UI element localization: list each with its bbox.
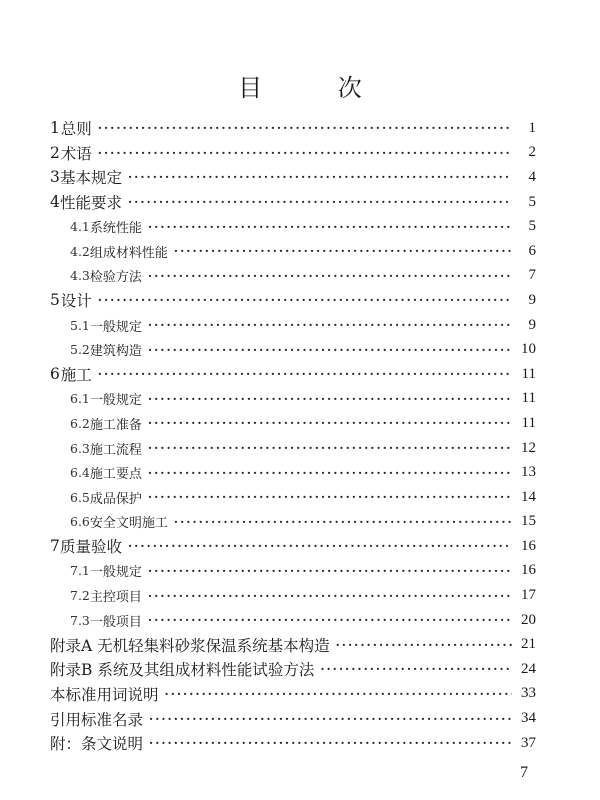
toc-entry-number: 7.1: [70, 563, 90, 579]
dot-leader: [149, 713, 512, 725]
dot-leader: [98, 294, 512, 306]
toc-entry-page: 2: [528, 144, 536, 161]
toc-entry-page: 14: [521, 488, 536, 505]
toc-entry-page: 20: [521, 611, 536, 628]
toc-entry[interactable]: [50, 264, 536, 289]
toc-entry-label: 系统性能: [89, 221, 142, 237]
toc-entry-page: 33: [521, 685, 536, 702]
toc-entry[interactable]: [50, 288, 536, 313]
toc-title: 目 次: [238, 74, 396, 103]
toc-entry-label: 检验方法: [89, 270, 142, 286]
toc-entry-number: 4.1: [70, 219, 90, 235]
dot-leader: [174, 516, 512, 528]
toc-entry[interactable]: [50, 239, 536, 264]
toc-entry-label: 施工流程: [89, 442, 142, 458]
toc-entry-page: 17: [521, 587, 536, 604]
toc-entry-number: 6.6: [70, 514, 90, 530]
toc-entry[interactable]: [50, 559, 536, 584]
page-number: 7: [520, 764, 528, 781]
toc-entry-number: 6.2: [70, 415, 90, 431]
toc-entry-number: 4.3: [70, 268, 90, 284]
dot-leader: [148, 319, 512, 331]
toc-entry[interactable]: [50, 632, 536, 657]
toc-entry-label: 建筑构造: [89, 344, 142, 360]
toc-entry[interactable]: [50, 510, 536, 535]
toc-entry-page: 4: [528, 168, 536, 185]
toc-entry[interactable]: [50, 141, 536, 166]
toc-entry-label: 附录A 无机轻集料砂浆保温系统基本构造: [50, 636, 330, 655]
toc-entry[interactable]: [50, 460, 536, 485]
toc-entry-number: 6.3: [70, 440, 90, 456]
dot-leader: [148, 393, 512, 405]
toc-entry-page: 15: [521, 513, 536, 530]
toc-entry-page: 11: [521, 365, 536, 382]
toc-entry[interactable]: [50, 657, 536, 682]
dot-leader: [148, 467, 512, 479]
toc-entry-number: 6.5: [70, 489, 90, 505]
toc-entry-number: 3: [50, 168, 60, 187]
toc-entry-number: 7: [50, 537, 60, 556]
dot-leader: [148, 270, 512, 282]
toc-entry-number: 1: [50, 119, 60, 138]
toc-entry-page: 9: [528, 291, 536, 308]
toc-entry-label: 本标准用词说明: [50, 685, 159, 704]
toc-entry[interactable]: [50, 682, 536, 707]
toc-entry-page: 13: [521, 464, 536, 481]
toc-entry[interactable]: [50, 485, 536, 510]
toc-entry-label: 附录B 系统及其组成材料性能试验方法: [50, 661, 315, 680]
toc-entry-label: 一般规定: [89, 565, 142, 581]
toc-entry-number: 7.2: [70, 588, 90, 604]
toc-entry-page: 37: [521, 734, 536, 751]
toc-entry-label: 性能要求: [59, 194, 122, 213]
toc-entry-page: 16: [521, 537, 536, 554]
toc-entry[interactable]: [50, 313, 536, 338]
dot-leader: [128, 196, 512, 208]
toc-entry-number: 5.2: [70, 342, 90, 358]
toc-entry-page: 5: [528, 193, 536, 210]
table-of-contents: [50, 116, 536, 755]
dot-leader: [174, 245, 512, 257]
toc-entry-page: 21: [521, 636, 536, 653]
toc-entry[interactable]: [50, 411, 536, 436]
toc-entry-number: 6.1: [70, 391, 90, 407]
dot-leader: [148, 565, 512, 577]
toc-entry-page: 10: [521, 341, 536, 358]
dot-leader: [320, 663, 512, 675]
toc-entry[interactable]: [50, 583, 536, 608]
toc-entry-label: 质量验收: [59, 538, 122, 557]
dot-leader: [98, 122, 512, 134]
toc-entry-page: 1: [528, 119, 536, 136]
toc-entry-label: 总则: [60, 120, 92, 139]
toc-entry-page: 11: [521, 414, 536, 431]
toc-entry-label: 一般项目: [89, 614, 142, 630]
dot-leader: [148, 221, 512, 233]
toc-entry-number: 2: [50, 143, 60, 162]
toc-entry-label: 成品保护: [89, 491, 142, 507]
dot-leader: [148, 442, 512, 454]
toc-entry[interactable]: [50, 436, 536, 461]
toc-entry-number: 7.3: [70, 612, 90, 628]
toc-entry-number: 5.1: [70, 317, 90, 333]
dot-leader: [128, 171, 512, 183]
toc-entry-number: 5: [50, 291, 60, 310]
toc-entry-label: 基本规定: [59, 169, 122, 188]
toc-entry-page: 9: [528, 316, 536, 333]
toc-entry[interactable]: [50, 165, 536, 190]
toc-entry-number: 4: [50, 193, 60, 212]
toc-entry-number: 4.2: [70, 243, 90, 259]
toc-entry-page: 12: [521, 439, 536, 456]
toc-entry-label: 一般规定: [89, 319, 142, 335]
toc-entry[interactable]: [50, 387, 536, 412]
toc-entry-label: 设计: [60, 292, 92, 311]
toc-entry[interactable]: [50, 337, 536, 362]
toc-entry-label: 组成材料性能: [89, 245, 168, 261]
dot-leader: [98, 147, 512, 159]
toc-entry[interactable]: [50, 706, 536, 731]
toc-entry[interactable]: [50, 608, 536, 633]
toc-entry[interactable]: [50, 214, 536, 239]
toc-entry-label: 施工要点: [89, 467, 142, 483]
dot-leader: [148, 417, 512, 429]
toc-entry[interactable]: [50, 116, 536, 141]
toc-entry-number: 6.4: [70, 465, 90, 481]
toc-entry[interactable]: [50, 534, 536, 559]
toc-entry-page: 34: [521, 710, 536, 727]
toc-entry-page: 5: [528, 218, 536, 235]
toc-entry-page: 7: [528, 267, 536, 284]
toc-entry-label: 一般规定: [89, 393, 142, 409]
dot-leader: [148, 614, 512, 626]
toc-entry-label: 施工准备: [89, 417, 142, 433]
toc-entry-label: 附：条文说明: [50, 735, 144, 754]
toc-entry-page: 24: [521, 660, 536, 677]
toc-entry-page: 6: [528, 242, 536, 259]
dot-leader: [149, 737, 512, 749]
toc-entry-page: 16: [521, 562, 536, 579]
dot-leader: [336, 639, 512, 651]
toc-entry-page: 11: [521, 390, 536, 407]
dot-leader: [165, 688, 512, 700]
toc-entry-label: 安全文明施工: [89, 516, 168, 532]
toc-entry-number: 6: [50, 365, 60, 384]
toc-entry[interactable]: [50, 362, 536, 387]
dot-leader: [128, 540, 512, 552]
dot-leader: [148, 344, 512, 356]
toc-entry[interactable]: [50, 190, 536, 215]
dot-leader: [148, 491, 512, 503]
dot-leader: [148, 590, 512, 602]
toc-entry-label: 引用标准名录: [50, 710, 144, 729]
toc-entry-label: 术语: [60, 144, 92, 163]
dot-leader: [98, 368, 512, 380]
toc-entry-label: 施工: [60, 366, 92, 385]
toc-entry[interactable]: [50, 731, 536, 756]
toc-entry-label: 主控项目: [89, 590, 142, 606]
